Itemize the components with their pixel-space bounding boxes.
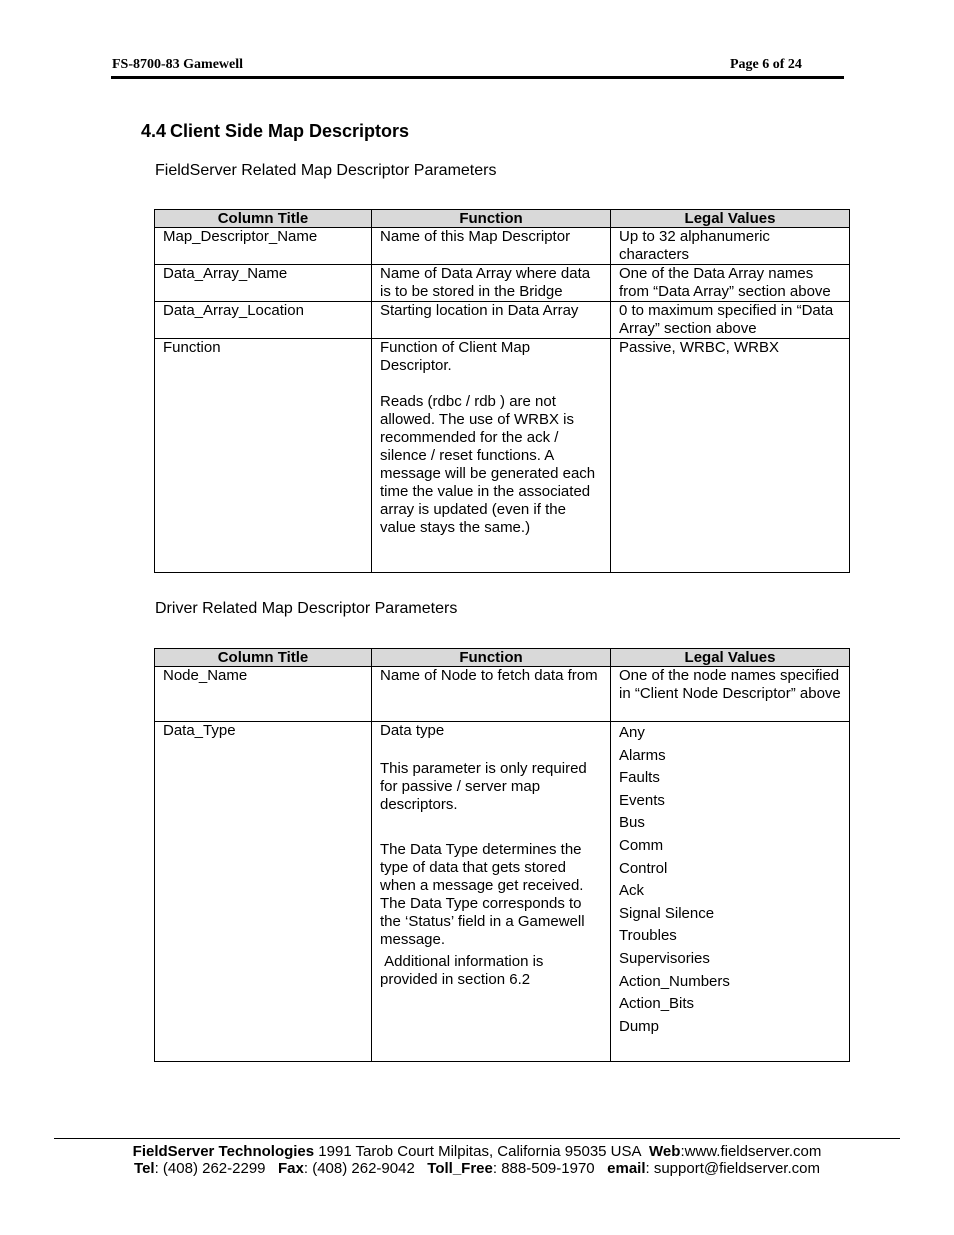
data-type-option: Events	[619, 791, 665, 809]
data-type-option: Signal Silence	[619, 904, 715, 922]
footer-line-1	[0, 1143, 954, 1160]
footer-email: : support@fieldserver.com	[645, 1160, 820, 1177]
param-legal-values: One of the Data Array names from “Data Array” section above	[611, 265, 850, 302]
column-header-function: Function	[372, 210, 611, 228]
param-function	[372, 339, 611, 573]
data-type-option: Ack	[619, 882, 645, 900]
data-type-option: Alarms	[619, 746, 666, 764]
function-paragraph: This parameter is only required for passive / server map descriptors.	[380, 760, 587, 813]
param-function: Name of Data Array where data is to be stored in the Bridge	[372, 265, 611, 302]
column-header-function: Function	[372, 649, 611, 667]
section-heading	[141, 121, 409, 142]
footer-tollfree: : 888-509-1970	[492, 1160, 608, 1177]
data-type-option: Control	[619, 859, 668, 877]
header-rule	[111, 76, 844, 79]
param-legal-values: Passive, WRBC, WRBX	[611, 339, 850, 573]
param-legal-values	[611, 722, 850, 1062]
param-name: Data_Array_Name	[155, 265, 372, 302]
section-title: Client Side Map Descriptors	[170, 121, 410, 141]
data-type-option: Action_Bits	[619, 995, 695, 1013]
footer-tel-label: Tel	[134, 1160, 155, 1177]
data-type-option: Action_Numbers	[619, 972, 730, 990]
function-paragraph: Function of Client Map Descriptor.	[380, 339, 531, 374]
footer-tel: : (408) 262-2299	[154, 1160, 279, 1177]
param-legal-values: One of the node names specified in “Client Node Descriptor” above	[611, 667, 850, 722]
table-row	[155, 302, 850, 339]
footer-company: FieldServer Technologies	[132, 1143, 315, 1160]
column-header-title: Column Title	[155, 210, 372, 228]
footer-web: :www.fieldserver.com	[680, 1143, 822, 1160]
footer-rule	[54, 1138, 900, 1139]
param-name: Function	[155, 339, 372, 573]
footer-email-label: email	[607, 1160, 646, 1177]
data-type-option: Bus	[619, 814, 645, 832]
param-function: Starting location in Data Array	[372, 302, 611, 339]
data-type-option: Troubles	[619, 927, 677, 945]
function-paragraph: Reads (rdbc / rdb ) are not allowed. The use of WRBX is recommended for the ack / silence / reset functions. A message will be generated each time the value in the associated array is updated (even if the value stays the same.)	[380, 393, 596, 536]
table-row	[155, 667, 850, 722]
data-type-option: Any	[619, 724, 645, 741]
fieldserver-params-table	[154, 209, 850, 573]
data-type-option: Faults	[619, 769, 660, 787]
param-legal-values: 0 to maximum specified in “Data Array” section above	[611, 302, 850, 339]
footer-fax: : (408) 262-9042	[303, 1160, 428, 1177]
param-name: Node_Name	[155, 667, 372, 722]
column-header-legal: Legal Values	[611, 649, 850, 667]
table-header-row	[155, 210, 850, 228]
footer-line-2	[0, 1160, 954, 1177]
table-row	[155, 228, 850, 265]
driver-params-table	[154, 648, 850, 1062]
page-number: Page 6 of 24	[730, 57, 802, 72]
column-header-legal: Legal Values	[611, 210, 850, 228]
table-header-row	[155, 649, 850, 667]
table-row	[155, 722, 850, 1062]
fieldserver-params-subtitle: FieldServer Related Map Descriptor Parameters	[155, 162, 497, 179]
footer-tollfree-label: Toll_Free	[427, 1160, 493, 1177]
data-type-option: Supervisories	[619, 949, 710, 967]
param-function: Name of Node to fetch data from	[372, 667, 611, 722]
column-header-title: Column Title	[155, 649, 372, 667]
param-name: Data_Array_Location	[155, 302, 372, 339]
param-function	[372, 722, 611, 1062]
table-row	[155, 339, 850, 573]
param-legal-values: Up to 32 alphanumeric characters	[611, 228, 850, 265]
data-type-option: Dump	[619, 1017, 660, 1035]
param-function: Name of this Map Descriptor	[372, 228, 611, 265]
data-type-option: Comm	[619, 836, 664, 854]
function-paragraph: Additional information is provided in section 6.2	[380, 953, 548, 988]
function-paragraph: Data type	[380, 722, 445, 739]
section-number: 4.4	[141, 121, 167, 141]
table-row	[155, 265, 850, 302]
document-id: FS-8700-83 Gamewell	[112, 57, 244, 72]
footer-address: 1991 Tarob Court Milpitas, California 95035 USA	[314, 1143, 650, 1160]
param-name: Map_Descriptor_Name	[155, 228, 372, 265]
param-name: Data_Type	[155, 722, 372, 1062]
function-paragraph: The Data Type determines the type of data that gets stored when a message get received. The Data Type corresponds to the ‘Status’ field in a Gamewell message.	[380, 841, 585, 948]
driver-params-subtitle: Driver Related Map Descriptor Parameters	[155, 600, 458, 617]
footer-fax-label: Fax	[278, 1160, 304, 1177]
footer-web-label: Web	[649, 1143, 681, 1160]
